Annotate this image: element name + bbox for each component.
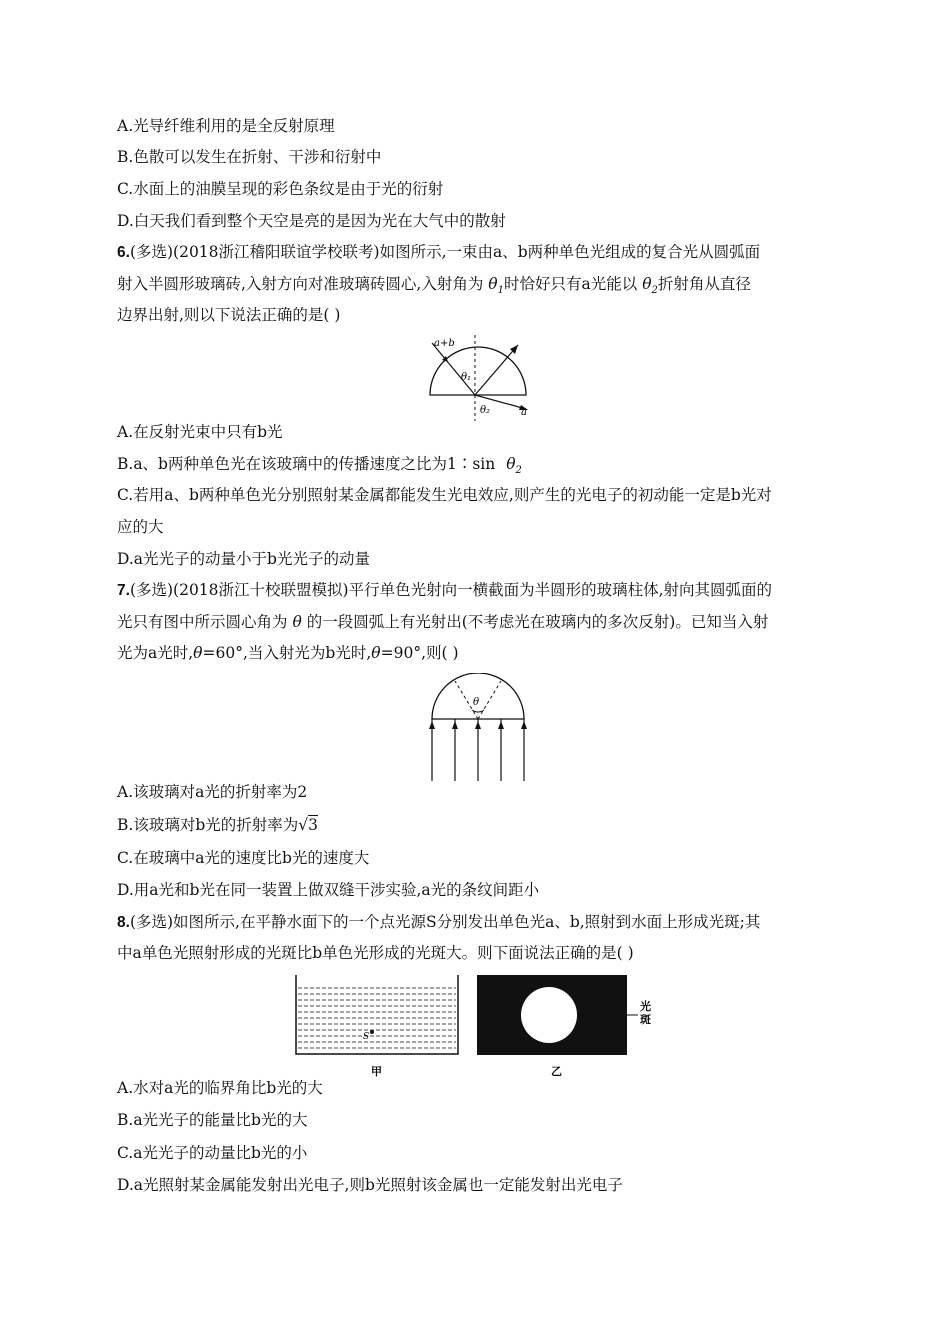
q6-theta2: $\theta_2$ xyxy=(642,275,658,297)
q5-option-a: A.光导纤维利用的是全反射原理 xyxy=(117,117,335,135)
q7-option-d: D.用a光和b光在同一装置上做双缝干涉实验,a光的条纹间距小 xyxy=(117,881,540,899)
q7-sqrt-symbol: √ xyxy=(298,816,309,834)
q5-option-c: C.水面上的油膜呈现的彩色条纹是由于光的衍射 xyxy=(117,180,444,198)
q6-reflected-ray xyxy=(475,345,518,395)
q8-stem-line-1 xyxy=(117,912,760,933)
q6-option-c-line1: C.若用a、b两种单色光分别照射某金属都能发生光电效应,则产生的光电子的初动能一定是b光对 xyxy=(117,486,772,504)
q6-number: 6. xyxy=(117,244,130,261)
q7-label-theta: θ xyxy=(473,697,480,708)
q6-stem-text-2b: 时恰好只有a光能以 xyxy=(504,275,638,293)
q7-option-b-line xyxy=(117,815,318,835)
q8-caption-yi: 乙 xyxy=(551,1065,562,1078)
q5-option-b: B.色散可以发生在折射、干涉和衍射中 xyxy=(117,148,382,166)
q7-option-b: B.该玻璃对b光的折射率为 xyxy=(117,816,299,834)
q7-stem-text-1: (多选)(2018浙江十校联盟模拟)平行单色光射向一横截面为半圆形的玻璃柱体,射向其圆弧面的 xyxy=(129,581,773,599)
q6-semicircle-figure xyxy=(418,333,538,423)
q7-stem-line-3 xyxy=(117,643,459,663)
q7-stem-text-2b: 的一段圆弧上有光射出(不考虑光在玻璃内的多次反射)。已知当入射 xyxy=(306,613,769,631)
q6-incident-ray xyxy=(432,343,475,395)
q6-stem-text-2c: 折射角从直径 xyxy=(657,275,751,293)
q7-dashed-radius-right xyxy=(478,681,501,719)
q7-stem-line-1 xyxy=(117,580,772,601)
q7-semicylinder-figure xyxy=(425,673,535,783)
q6-theta1: $\theta_1$ xyxy=(488,275,505,297)
q6-label-theta2: θ₂ xyxy=(480,405,491,416)
q7-option-a: A.该玻璃对a光的折射率为2 xyxy=(117,783,308,801)
q8-label-spot-2: 斑 xyxy=(640,1013,651,1026)
q8-option-c: C.a光光子的动量比b光的小 xyxy=(117,1144,308,1162)
q6-stem-text-1: (多选)(2018浙江稽阳联谊学校联考)如图所示,一束由a、b两种单色光组成的复合光从圆弧面 xyxy=(129,243,761,261)
q8-option-b: B.a光光子的能量比b光的大 xyxy=(117,1111,308,1129)
q6-label-incident: a+b xyxy=(434,338,455,349)
q8-water-tank-figure xyxy=(293,972,463,1080)
q6-option-b-line xyxy=(117,454,522,481)
q5-option-d: D.白天我们看到整个天空是亮的是因为光在大气中的散射 xyxy=(117,212,506,230)
q6-stem-line-2 xyxy=(117,274,751,301)
q7-ray-arrows xyxy=(429,721,527,729)
q8-caption-jia: 甲 xyxy=(371,1065,382,1078)
q7-stem-text-3b: =60°,当入射光为b光时, xyxy=(202,644,372,662)
q8-stem-text-1: (多选)如图所示,在平静水面下的一个点光源S分别发出单色光a、b,照射到水面上形成光斑;其 xyxy=(129,913,761,931)
q7-number: 7. xyxy=(117,582,130,599)
q6-label-theta1: θ₁ xyxy=(461,372,472,383)
q7-stem-text-3a: 光为a光时, xyxy=(117,644,194,662)
q8-label-s: S xyxy=(363,1032,370,1042)
q6-stem-line-1 xyxy=(117,242,760,263)
q6-option-c-line2: 应的大 xyxy=(117,518,164,536)
q6-label-a: a xyxy=(521,407,527,418)
q7-theta-b: θ xyxy=(371,644,381,662)
q7-theta-a: θ xyxy=(193,644,203,662)
q7-sqrt3-value: 3 xyxy=(308,816,319,834)
q7-theta: θ xyxy=(292,613,302,631)
q6-stem-line-3: 边界出射,则以下说法正确的是( ) xyxy=(117,306,341,324)
q8-light-spot-figure xyxy=(474,972,664,1080)
q8-number: 8. xyxy=(117,914,130,931)
q8-light-spot xyxy=(521,987,577,1043)
q6-option-a: A.在反射光束中只有b光 xyxy=(117,423,283,441)
q8-stem-line-2: 中a单色光照射形成的光斑比b单色光形成的光斑大。则下面说法正确的是( ) xyxy=(117,944,634,962)
q8-option-a: A.水对a光的临界角比b光的大 xyxy=(117,1079,323,1097)
q6-semicircle xyxy=(430,347,526,395)
q8-label-spot-1: 光 xyxy=(640,1000,651,1013)
q6-option-b-theta2: $\theta_2$ xyxy=(506,455,522,477)
q8-option-d: D.a光照射某金属能发射出光电子,则b光照射该金属也一定能发射出光电子 xyxy=(117,1176,623,1194)
q8-water-lines xyxy=(298,988,456,1048)
q6-option-d: D.a光光子的动量小于b光光子的动量 xyxy=(117,550,370,568)
q7-stem-text-2a: 光只有图中所示圆心角为 xyxy=(117,613,288,631)
q6-stem-text-2a: 射入半圆形玻璃砖,入射方向对准玻璃砖圆心,入射角为 xyxy=(117,275,484,293)
q7-stem-text-3c: =90°,则( ) xyxy=(380,644,459,662)
q7-stem-line-2 xyxy=(117,612,768,632)
q7-option-c: C.在玻璃中a光的速度比b光的速度大 xyxy=(117,849,370,867)
q6-option-b: B.a、b两种单色光在该玻璃中的传播速度之比为1∶sin xyxy=(117,455,496,473)
q8-point-source xyxy=(370,1030,374,1034)
